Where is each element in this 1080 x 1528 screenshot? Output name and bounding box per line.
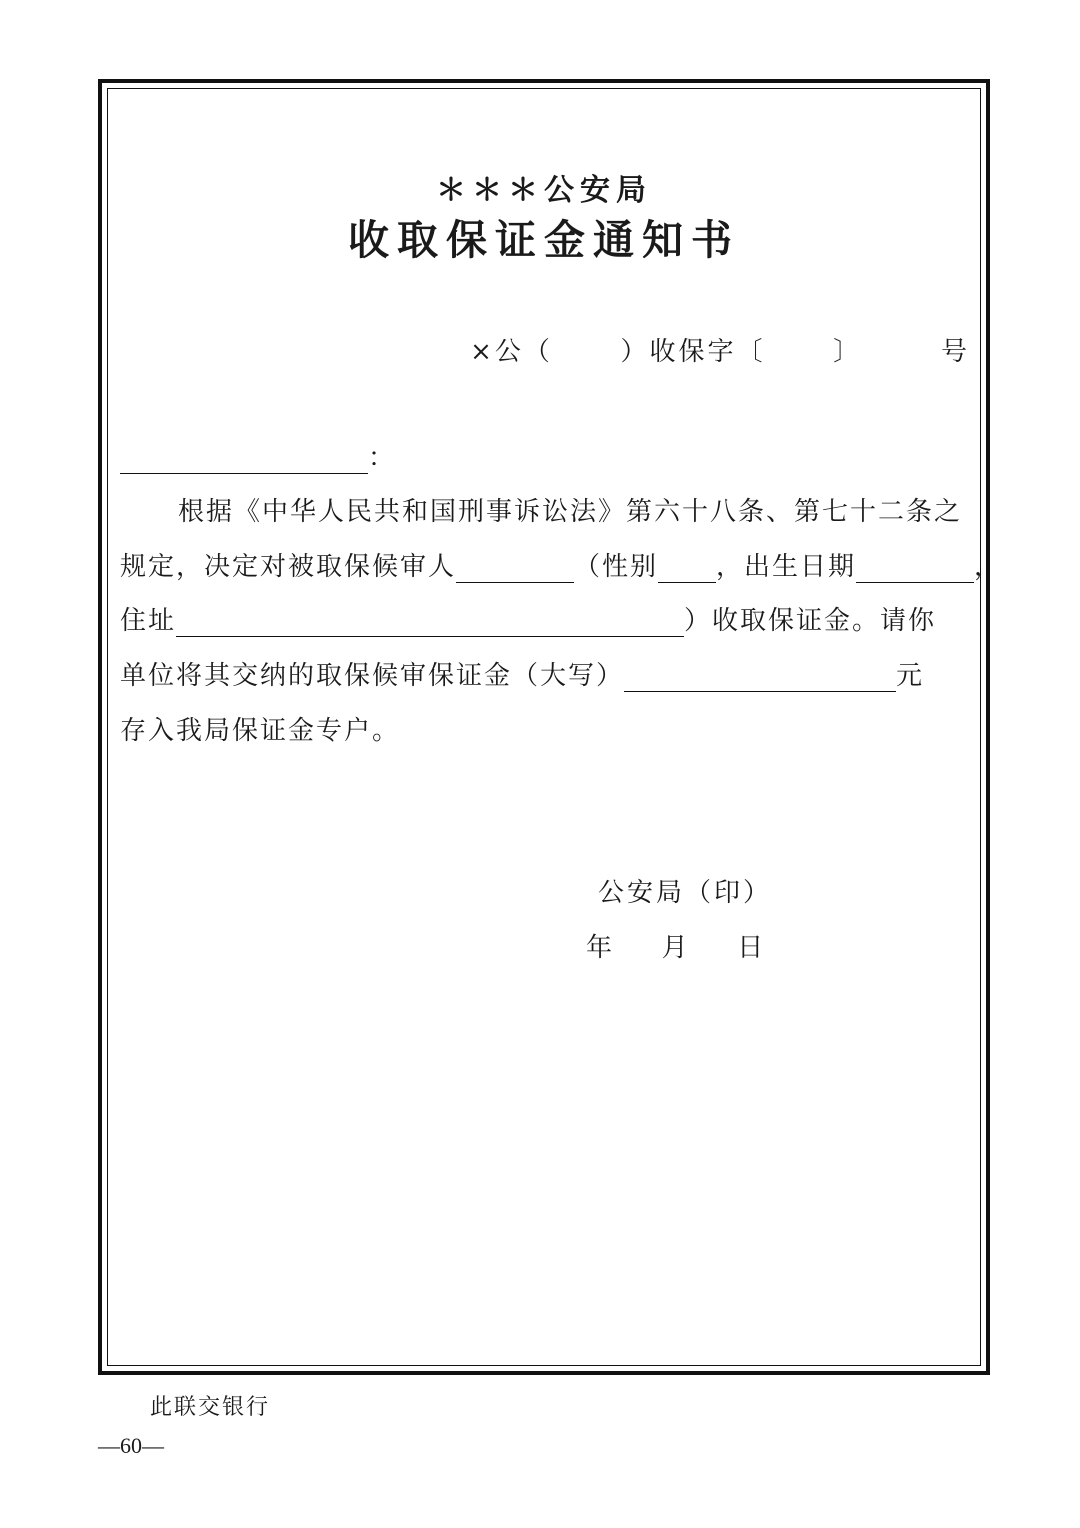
addressee-colon: ：	[368, 443, 395, 473]
address-label: 住址	[120, 606, 177, 636]
body-line-2	[120, 546, 1003, 583]
currency-unit: 元	[896, 661, 925, 691]
body-line-1	[120, 491, 968, 528]
defendant-name-blank[interactable]	[456, 552, 574, 583]
copy-note: 此联交银行	[150, 1395, 271, 1420]
amount-blank[interactable]	[624, 661, 896, 692]
date-day: 日	[737, 933, 764, 963]
address-blank[interactable]	[176, 606, 684, 637]
docnum-prefix: ×公（	[470, 337, 553, 367]
addressee-blank[interactable]	[120, 445, 368, 474]
docnum-middle: ）收保字〔	[620, 337, 766, 367]
gender-blank[interactable]	[658, 552, 716, 583]
body-line-5	[120, 710, 968, 747]
date-year: 年	[586, 933, 613, 963]
body-line-2-text: 规定，决定对被取保候审人	[120, 552, 457, 582]
body-line-1-text: 根据《中华人民共和国刑事诉讼法》第六十八条、第七十二条之	[178, 497, 963, 527]
body-line-4	[120, 655, 968, 692]
birthdate-label: ，出生日期	[716, 552, 857, 582]
form-inner-border	[107, 88, 1003, 1366]
body-line-4-text: 单位将其交纳的取保候审保证金（大写）	[120, 661, 625, 691]
date-month: 月	[661, 933, 688, 963]
body-line-3-text: ）收取保证金。请你	[684, 606, 937, 636]
addressee-line	[120, 437, 394, 474]
agency-name: ＊＊＊公安局	[436, 173, 652, 208]
page-number: —60—	[98, 1433, 164, 1458]
date-line	[586, 927, 763, 964]
body-line-3	[120, 600, 968, 637]
document-number	[470, 331, 970, 368]
form-outer-border	[98, 79, 1003, 1375]
gender-label: （性别	[574, 552, 659, 582]
birthdate-blank[interactable]	[856, 552, 974, 583]
docnum-bracket-close: 〕	[833, 337, 863, 367]
form-title: 收取保证金通知书	[348, 216, 740, 264]
line-2-comma: ，	[974, 552, 1003, 582]
body-line-5-text: 存入我局保证金专户。	[120, 716, 401, 746]
seal-line: 公安局（印）	[598, 878, 773, 908]
docnum-suffix: 号	[940, 337, 970, 367]
